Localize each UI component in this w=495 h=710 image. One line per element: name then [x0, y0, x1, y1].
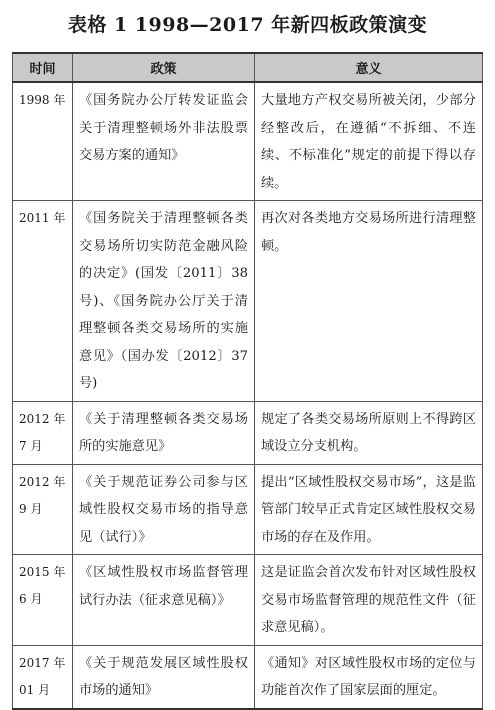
table-row [13, 464, 483, 555]
row-policy: 《关于规范发展区域性股权市场的通知》 [73, 645, 255, 709]
policy-evolution-table [12, 52, 483, 710]
row-policy: 《国务院办公厅转发证监会关于清理整顿场外非法股票交易方案的通知》 [73, 82, 255, 201]
row-time: 2017 年 01 月 [13, 645, 73, 709]
row-policy: 《国务院关于清理整顿各类交易场所切实防范金融风险的决定》(国发〔2011〕38 号)、《国务院办公厅关于清理整顿各类交易场所的实施意见》（国办发〔2012〕37 号) [73, 201, 255, 402]
table-row [13, 645, 483, 709]
table-title: 表格 1 1998—2017 年新四板政策演变 [67, 14, 428, 36]
row-meaning: 这是证监会首次发布针对区域性股权交易市场监督管理的规范性文件（征求意见稿）。 [255, 555, 483, 646]
row-meaning: 大量地方产权交易所被关闭，少部分经整改后，在遵循“不拆细、不连续、不标准化”规定的前提下得以存续。 [255, 82, 483, 201]
table-row [13, 82, 483, 201]
table-row [13, 555, 483, 646]
table-row [13, 401, 483, 464]
header-time: 时间 [13, 53, 73, 82]
row-time: 1998 年 [13, 82, 73, 201]
row-meaning: 《通知》对区域性股权市场的定位与功能首次作了国家层面的厘定。 [255, 645, 483, 709]
header-policy: 政策 [73, 53, 255, 82]
row-meaning: 提出“区域性股权交易市场”，这是监管部门较早正式肯定区域性股权交易市场的存在及作用。 [255, 464, 483, 555]
table-header-row [13, 53, 483, 82]
header-meaning: 意义 [255, 53, 483, 82]
row-policy: 《关于规范证券公司参与区域性股权交易市场的指导意见（试行）》 [73, 464, 255, 555]
row-time: 2015 年 6 月 [13, 555, 73, 646]
row-time: 2012 年 9 月 [13, 464, 73, 555]
row-meaning: 再次对各类地方交易场所进行清理整顿。 [255, 201, 483, 402]
row-time: 2011 年 [13, 201, 73, 402]
row-policy: 《关于清理整顿各类交易场所的实施意见》 [73, 401, 255, 464]
row-meaning: 规定了各类交易场所原则上不得跨区域设立分支机构。 [255, 401, 483, 464]
row-time: 2012 年 7 月 [13, 401, 73, 464]
row-policy: 《区域性股权市场监督管理试行办法（征求意见稿）》 [73, 555, 255, 646]
table-row [13, 201, 483, 402]
